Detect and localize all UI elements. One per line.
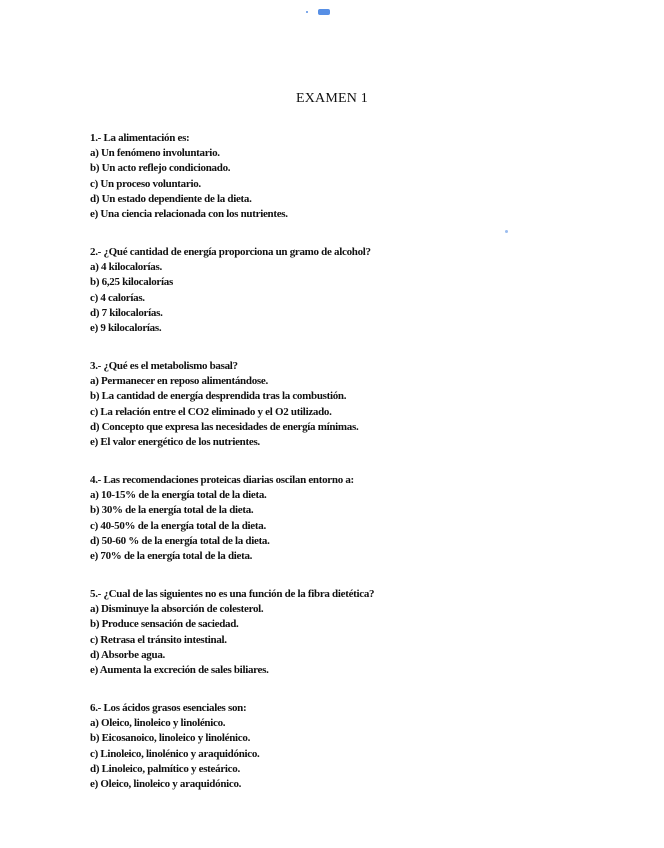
answer-option: c) 40-50% de la energía total de la dieta. xyxy=(90,519,266,532)
question-2 xyxy=(90,245,371,336)
answer-option: b) Un acto reflejo condicionado. xyxy=(90,162,231,175)
question-prompt: 2.- ¿Qué cantidad de energía proporciona un gramo de alcohol? xyxy=(90,246,371,258)
scan-artifact xyxy=(505,230,508,233)
answer-option: c) Un proceso voluntario. xyxy=(90,177,201,190)
answer-option: d) Un estado dependiente de la dieta. xyxy=(90,192,252,205)
answer-option: a) Oleico, linoleico y linolénico. xyxy=(90,717,226,730)
answer-option: d) Absorbe agua. xyxy=(90,648,165,661)
answer-option: c) La relación entre el CO2 eliminado y el O2 utilizado. xyxy=(90,405,332,418)
page-title: EXAMEN 1 xyxy=(296,91,368,106)
answer-option: d) 50-60 % de la energía total de la dieta. xyxy=(90,534,270,547)
question-3 xyxy=(90,359,358,450)
answer-option: c) Linoleico, linolénico y araquidónico. xyxy=(90,747,260,760)
answer-option: d) Linoleico, palmítico y esteárico. xyxy=(90,762,240,775)
question-5 xyxy=(90,587,374,678)
scan-artifact xyxy=(318,9,330,15)
question-prompt: 6.- Los ácidos grasos esenciales son: xyxy=(90,702,247,714)
answer-option: b) La cantidad de energía desprendida tras la combustión. xyxy=(90,390,347,403)
question-prompt: 5.- ¿Cual de las siguientes no es una función de la fibra dietética? xyxy=(90,588,375,600)
answer-option: a) 10-15% de la energía total de la dieta. xyxy=(90,489,267,502)
scan-artifact xyxy=(306,11,308,13)
answer-option: a) 4 kilocalorías. xyxy=(90,261,162,274)
question-4 xyxy=(90,473,354,564)
answer-option: a) Un fenómeno involuntario. xyxy=(90,147,220,160)
question-prompt: 4.- Las recomendaciones proteicas diarias oscilan entorno a: xyxy=(90,474,354,486)
answer-option: e) Oleico, linoleico y araquidónico. xyxy=(90,778,242,791)
answer-option: e) 70% de la energía total de la dieta. xyxy=(90,550,253,563)
answer-option: e) El valor energético de los nutrientes. xyxy=(90,436,260,449)
question-6 xyxy=(90,701,260,792)
answer-option: e) Aumenta la excreción de sales biliares. xyxy=(90,664,269,677)
answer-option: c) 4 calorías. xyxy=(90,291,145,304)
answer-option: b) Eicosanoico, linoleico y linolénico. xyxy=(90,732,251,745)
question-prompt: 3.- ¿Qué es el metabolismo basal? xyxy=(90,360,238,372)
answer-option: e) Una ciencia relacionada con los nutrientes. xyxy=(90,208,288,221)
answer-option: b) 30% de la energía total de la dieta. xyxy=(90,504,254,517)
answer-option: a) Disminuye la absorción de colesterol. xyxy=(90,603,264,616)
question-prompt: 1.- La alimentación es: xyxy=(90,132,190,144)
question-1 xyxy=(90,131,288,222)
answer-option: c) Retrasa el tránsito intestinal. xyxy=(90,633,227,646)
answer-option: b) Produce sensación de saciedad. xyxy=(90,618,239,631)
answer-option: d) 7 kilocalorías. xyxy=(90,306,163,319)
answer-option: a) Permanecer en reposo alimentándose. xyxy=(90,375,268,388)
answer-option: e) 9 kilocalorías. xyxy=(90,322,162,335)
answer-option: b) 6,25 kilocalorías xyxy=(90,276,173,289)
answer-option: d) Concepto que expresa las necesidades de energía mínimas. xyxy=(90,420,359,433)
